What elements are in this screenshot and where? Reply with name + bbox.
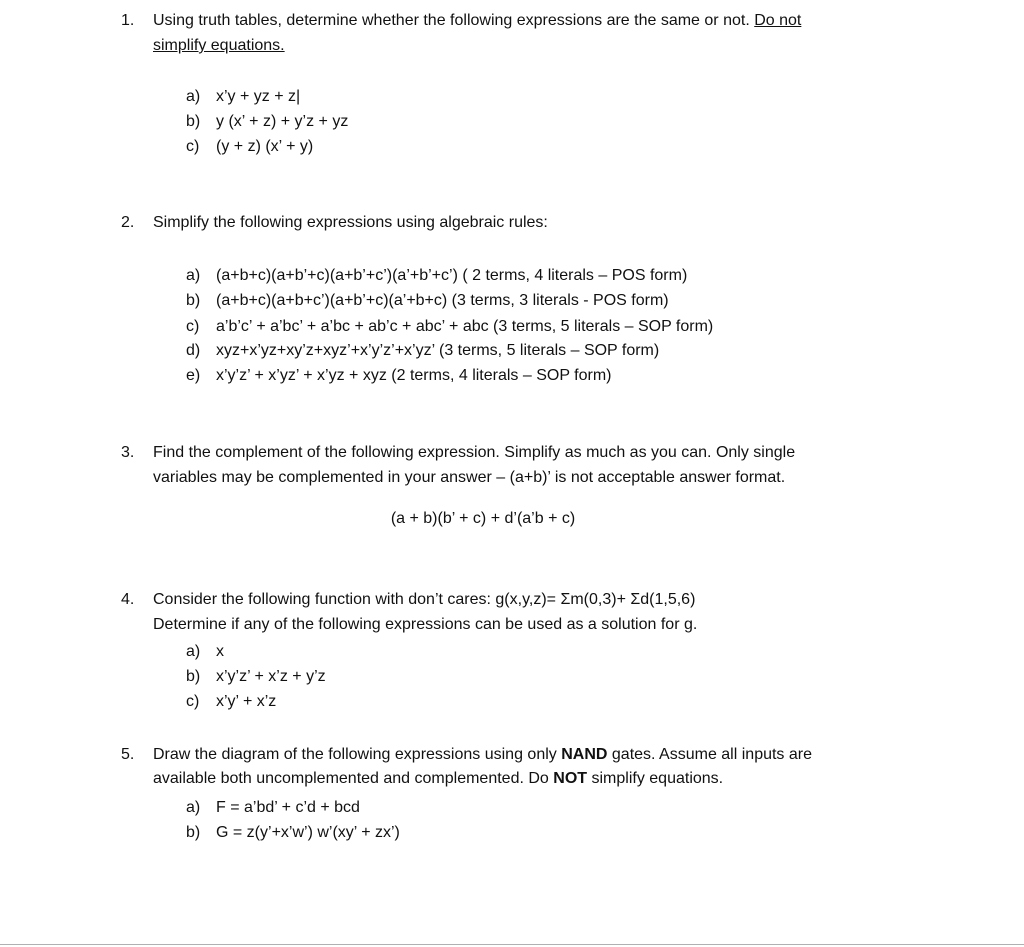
q3-expression: (a + b)(b’ + c) + d’(a’b + c) bbox=[390, 510, 576, 527]
q1-item-a: x’y + yz + z| bbox=[216, 88, 301, 105]
q4-item-a-label: a) bbox=[186, 643, 201, 660]
q1-item-c: (y + z) (x’ + y) bbox=[216, 138, 314, 155]
q2-item-d: xyz+x’yz+xy’z+xyz’+x’y’z’+x’yz’ (3 terms, 5 literals – SOP form) bbox=[216, 342, 660, 359]
q2-item-b: (a+b+c)(a+b+c’)(a+b’+c)(a’+b+c) (3 terms, 3 literals - POS form) bbox=[216, 292, 669, 309]
q3-number: 3. bbox=[121, 444, 135, 461]
q4-line2: Determine if any of the following expressions can be used as a solution for g. bbox=[153, 616, 698, 633]
q5-item-b: G = z(y’+x’w’) w’(xy’ + zx’) bbox=[216, 824, 400, 841]
q1-line1 bbox=[153, 9, 801, 33]
q2-item-e: x’y’z’ + x’yz’ + x’yz + xyz (2 terms, 4 literals – SOP form) bbox=[216, 367, 612, 384]
q1-item-a-label: a) bbox=[186, 88, 201, 105]
page-bottom-divider bbox=[0, 944, 1024, 945]
q5-line2-after: simplify equations. bbox=[591, 770, 724, 787]
q2-item-b-label: b) bbox=[186, 292, 201, 309]
q4-item-a: x bbox=[216, 643, 224, 660]
q1-line2: simplify equations. bbox=[153, 37, 285, 54]
q2-item-e-label: e) bbox=[186, 367, 201, 384]
q2-item-c-label: c) bbox=[186, 318, 200, 335]
q2-number: 2. bbox=[121, 214, 135, 231]
q2-item-a-label: a) bbox=[186, 267, 201, 284]
q5-number: 5. bbox=[121, 746, 135, 763]
q1-line1-underlined: Do not bbox=[754, 12, 802, 29]
q5-item-b-label: b) bbox=[186, 824, 201, 841]
q5-line1-before: Draw the diagram of the following expressions using only bbox=[153, 746, 557, 763]
q2-item-a: (a+b+c)(a+b’+c)(a+b’+c’)(a’+b’+c’) ( 2 terms, 4 literals – POS form) bbox=[216, 267, 688, 284]
q5-line1-bold: NAND bbox=[561, 746, 608, 763]
q1-line1-text: Using truth tables, determine whether the following expressions are the same or not. bbox=[153, 12, 750, 29]
q2-item-d-label: d) bbox=[186, 342, 201, 359]
q3-line1: Find the complement of the following expression. Simplify as much as you can. Only single bbox=[153, 444, 796, 461]
q1-item-b-label: b) bbox=[186, 113, 201, 130]
q5-line1-after: gates. Assume all inputs are bbox=[611, 746, 812, 763]
q2-line1: Simplify the following expressions using algebraic rules: bbox=[153, 214, 548, 231]
q3-line2: variables may be complemented in your answer – (a+b)’ is not acceptable answer format. bbox=[153, 469, 786, 486]
q4-number: 4. bbox=[121, 591, 135, 608]
q1-number: 1. bbox=[121, 12, 135, 29]
q4-item-b: x’y’z’ + x’z + y’z bbox=[216, 668, 326, 685]
q5-line1 bbox=[153, 743, 812, 767]
q1-item-b: y (x’ + z) + y’z + yz bbox=[216, 113, 349, 130]
q5-line2 bbox=[153, 767, 723, 791]
q1-item-c-label: c) bbox=[186, 138, 200, 155]
q4-item-b-label: b) bbox=[186, 668, 201, 685]
q4-item-c-label: c) bbox=[186, 693, 200, 710]
q5-item-a: F = a’bd’ + c’d + bcd bbox=[216, 799, 360, 816]
q5-line2-before: available both uncomplemented and complemented. Do bbox=[153, 770, 549, 787]
q5-line2-bold: NOT bbox=[553, 770, 588, 787]
q5-item-a-label: a) bbox=[186, 799, 201, 816]
q4-line1: Consider the following function with don’t cares: g(x,y,z)= Σm(0,3)+ Σd(1,5,6) bbox=[153, 591, 696, 608]
q2-item-c: a’b’c’ + a’bc’ + a’bc + ab’c + abc’ + abc (3 terms, 5 literals – SOP form) bbox=[216, 318, 714, 335]
q4-item-c: x’y’ + x’z bbox=[216, 693, 277, 710]
